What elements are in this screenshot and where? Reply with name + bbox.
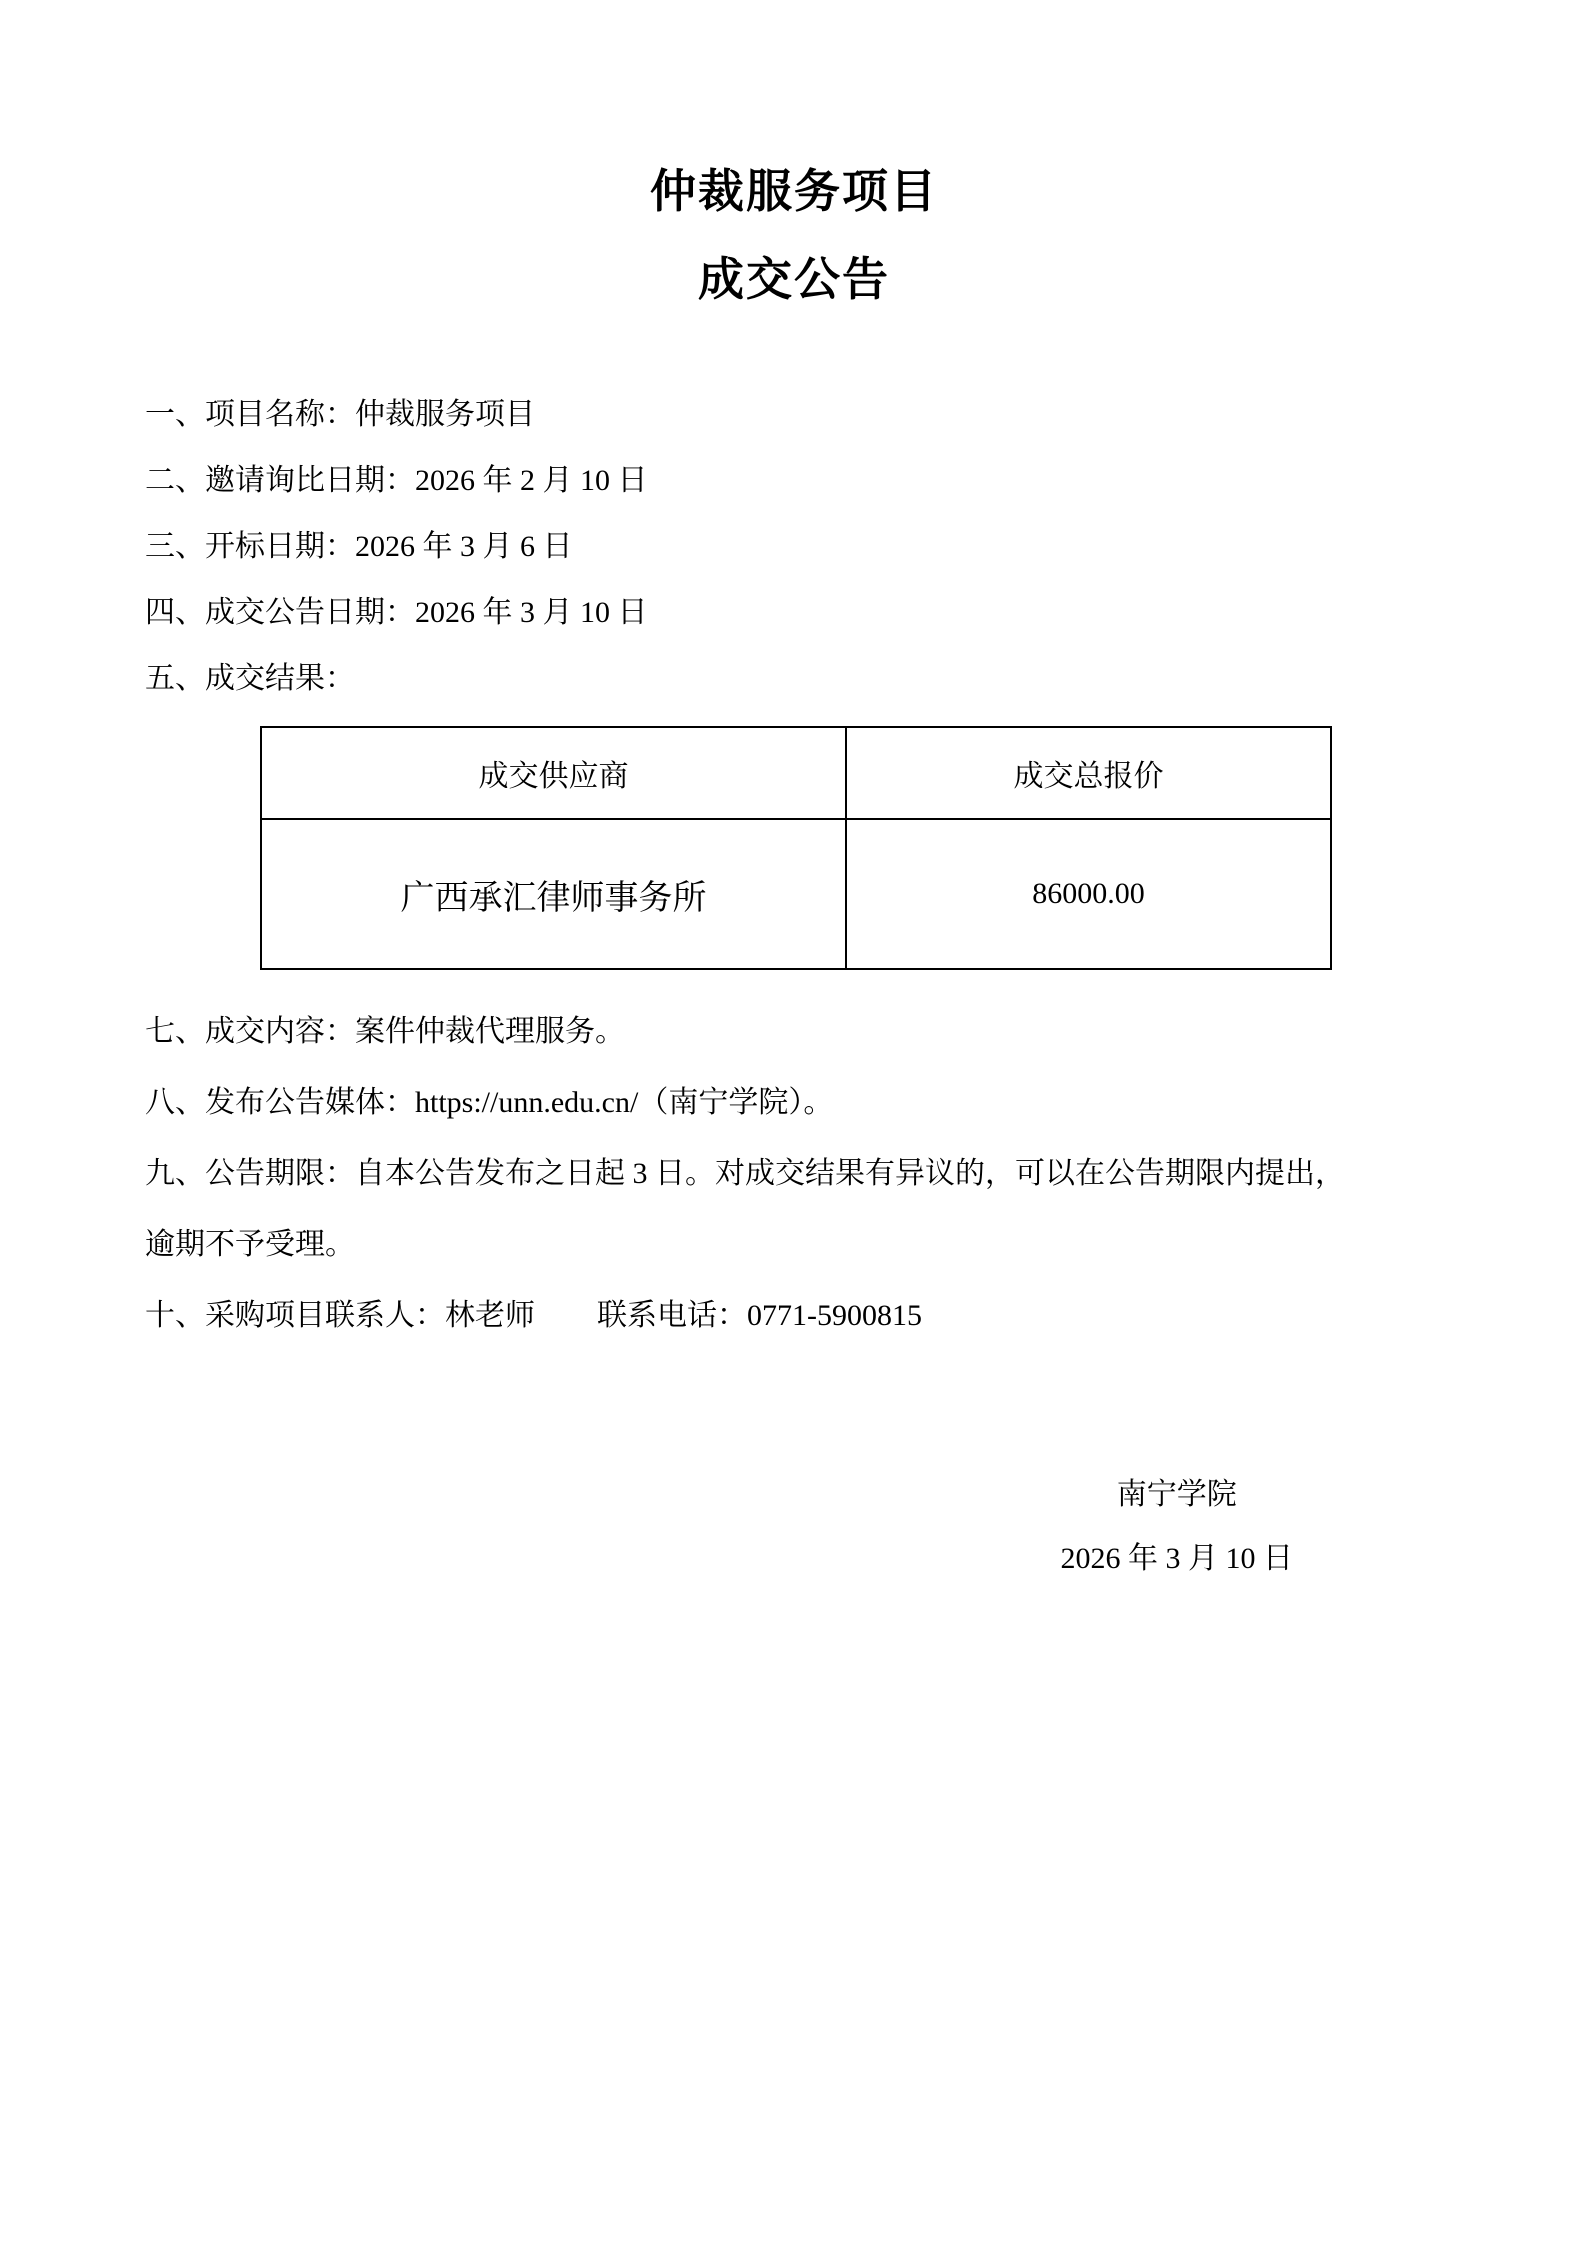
supplier-name-cell: 广西承汇律师事务所 bbox=[261, 819, 846, 969]
item-bid-opening-date: 三、开标日期：2026 年 3 月 6 日 bbox=[145, 530, 573, 563]
signature-org: 南宁学院 bbox=[1116, 1478, 1237, 1511]
contact-person: 十、采购项目联系人：林老师 bbox=[145, 1299, 535, 1332]
item-publish-media: 八、发布公告媒体：https://unn.edu.cn/（南宁学院）。 bbox=[145, 1086, 834, 1119]
item-contact-line bbox=[145, 1280, 1443, 1351]
table-row bbox=[261, 819, 1331, 969]
item-announcement-period-line2: 逾期不予受理。 bbox=[145, 1228, 355, 1261]
document-title-line1: 仲裁服务项目 bbox=[650, 166, 938, 217]
table-header-row bbox=[261, 727, 1331, 819]
signature-block bbox=[1061, 1463, 1294, 1591]
table-header-supplier: 成交供应商 bbox=[261, 727, 846, 819]
item-announcement-date: 四、成交公告日期：2026 年 3 月 10 日 bbox=[145, 596, 648, 629]
award-result-table bbox=[260, 726, 1332, 970]
lower-items bbox=[145, 996, 1443, 1351]
document-title-line2: 成交公告 bbox=[698, 254, 890, 305]
item-inquiry-invite-date: 二、邀请询比日期：2026 年 2 月 10 日 bbox=[145, 464, 648, 497]
total-price-cell: 86000.00 bbox=[846, 819, 1331, 969]
signature-date: 2026 年 3 月 10 日 bbox=[1060, 1542, 1293, 1575]
item-project-name: 一、项目名称：仲裁服务项目 bbox=[145, 398, 535, 431]
contact-phone: 联系电话：0771-5900815 bbox=[597, 1299, 922, 1332]
table-header-total-price: 成交总报价 bbox=[846, 727, 1331, 819]
item-award-result-label: 五、成交结果： bbox=[145, 662, 355, 695]
item-award-content: 七、成交内容：案件仲裁代理服务。 bbox=[145, 1015, 625, 1048]
numbered-list bbox=[145, 382, 1443, 712]
item-announcement-period-line1: 九、公告期限：自本公告发布之日起 3 日。对成交结果有异议的，可以在公告期限内提出， bbox=[145, 1157, 1345, 1190]
